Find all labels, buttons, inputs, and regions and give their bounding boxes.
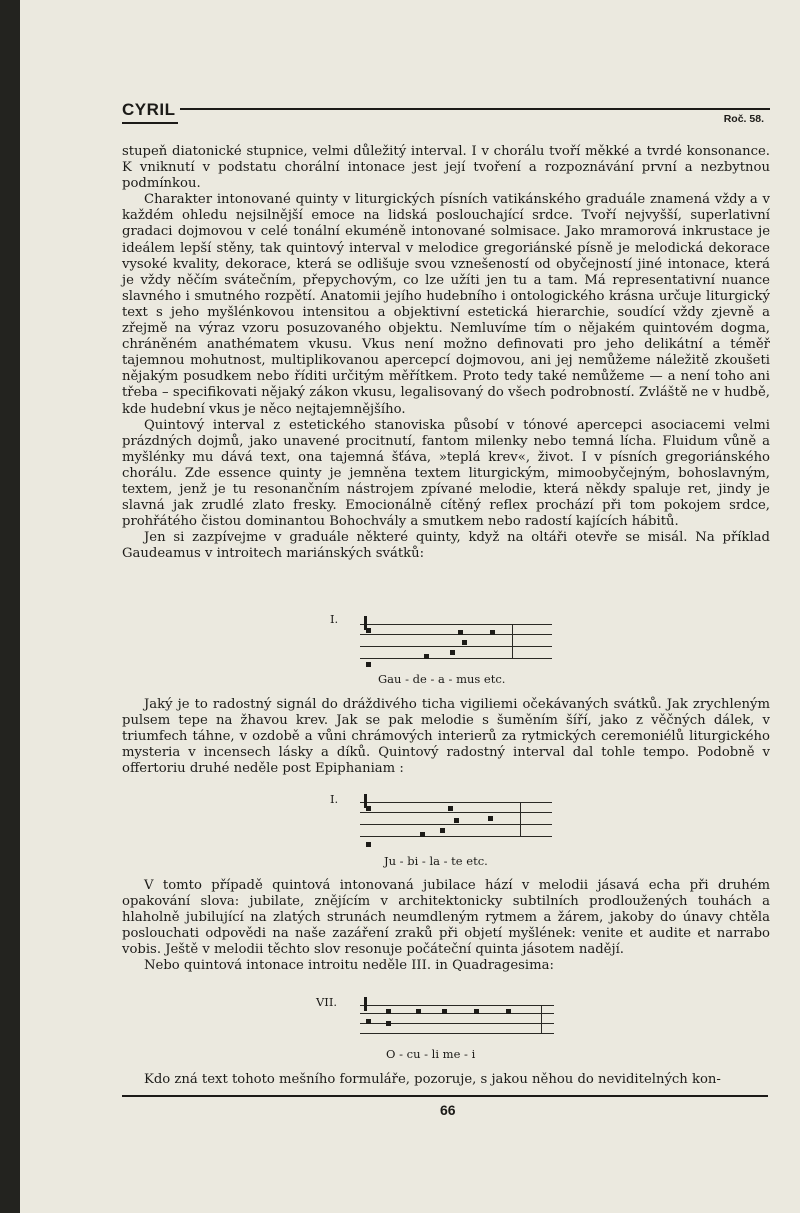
issue-number: Roč. 58.: [723, 113, 764, 125]
music-example-1: [330, 610, 560, 690]
text-block-3: [122, 878, 770, 975]
scan-left-edge: [0, 0, 20, 1213]
title-underline: [122, 122, 178, 124]
lyrics: O - cu - li me - i: [386, 1047, 476, 1061]
text-block-2: [122, 697, 770, 777]
paragraph: Nebo quintová intonace introitu neděle III. in Quadragesima:: [144, 958, 554, 974]
lyrics: Ju - bi - la - te etc.: [384, 854, 488, 868]
example-label: I.: [330, 612, 339, 626]
paragraph: Kdo zná text tohoto mešního formuláře, pozoruje, s jakou něhou do neviditelných kon-: [144, 1072, 721, 1087]
footer-rule: [122, 1095, 768, 1097]
text-block-1: [122, 144, 770, 562]
lyrics: Gau - de - a - mus etc.: [378, 672, 506, 686]
running-header: [122, 100, 770, 130]
page-number: 66: [440, 1102, 456, 1118]
example-label: I.: [330, 792, 339, 806]
paragraph: Jen si zazpívejme v graduále některé quinty, když na oltáři otevře se misál. Na příklad Gaudeamus v introitech mariánských svátků:: [122, 530, 770, 562]
paragraph: stupeň diatonické stupnice, velmi důležitý interval. I v chorálu tvoří měkké a tvrdé konsonance. K vniknutí v podstatu chorální intonace jest její tvoření a rozpoznávání první a nezbytnou podmínkou.: [122, 144, 770, 192]
paragraph: V tomto případě quintová intonovaná jubilace hází v melodii jásavá echa při druhém opakování slova: jubilate, znějícím v architektonicky subtilních prodloužených touhách a hlaholně jubilující na zlatých strunách neumdleným rytmem a žárem, jakoby do únavy chtěla poslouchati odpovědi na naše zazáření zraků při objetí myšlének: venite et audite et narrabo vobis. Ještě v melodii těchto slov resonuje počáteční quinta jásotem nadějí.: [122, 878, 770, 958]
paragraph: Jaký je to radostný signál do dráždivého ticha vigiliemi očekávaných svátků. Jak zrychleným pulsem tepe na žhavou krev. Jak se pak melodie s šuměním šíří, jako z věčných dálek, v triumfech táhne, v ozdobě a vůni chrámových interierů za rytmických ceremoniélů liturgického mysteria v incensech lásky a díků. Quintový radostný interval dal tohle tempo. Podobně v offertoriu druhé neděle post Epiphaniam :: [122, 697, 770, 777]
music-example-2: [330, 792, 560, 872]
paragraph: Charakter intonované quinty v liturgických písních vatikánského graduále znamená vždy a v každém ohledu nejsilnější emoce na lidská poslouchající srdce. Tvoří nejvyšší, superlativní gradaci dojmovou v celé tonální ekuméně intonované solmisace. Jako mramorová inkrustace je ideálem lepší stěny, tak quintový interval v melodice gregoriánské písně je melodická dekorace vysoké kvality, dekorace, která se odlišuje svou vznešeností od obyčejností jiné intonace, která je vždy něčím svátečním, přepychovým, co lze užíti jen tu a tam. Má representativní nuance slavného i smutného rozpětí. Anatomii jejího hudebního i ontologického krásna určuje liturgický text s jeho myšlénkovou intensitou a objektivní estetická hierarchie, soudící vždy zjevně a zřejmě na výraz vzoru posuzovaného objektu. Nemluvíme tím o nějakém quintovém dogma, chráněném anathématem vkusu. Vkus není možno definovati pro jeho delikátní a téměř tajemnou mohutnost, multiplikovanou apercepcí dojmovou, ani jej nemůžeme náležitě zkoušeti nějakým posudkem nebo říditi určitým měřítkem. Proto tedy také nemůžeme — a není toho ani třeba – specifikovati nějaký zákon vkusu, legalisovaný do všech podrobností. Zvláště ne v hudbě, kde hudební vkus je něco nejtajemnějšího.: [122, 192, 770, 417]
example-label: VII.: [316, 995, 338, 1009]
paragraph: Quintový interval z estetického stanoviska působí v tónové apercepci asociacemi velmi prázdných dojmů, jako unavené procitnutí, fantom milenky nebo temná lícha. Fluidum vůně a myšlénky mu dává text, ona tajemná šťáva, »teplá krev«, život. I v písních gregoriánského chorálu. Zde essence quinty je jemněna textem liturgickým, mimoobyčejným, bohoslavným, textem, jenž je tu resonančním nástrojem zpívané melodie, která někdy spaluje ret, jindy je slavná jak zrudlé zlato fresky. Emocionálně cítěný reflex prochází při tom pokojem srdce, prohřátého čistou dominantou Bohochvály a smutkem nebo radostí kajících hábitů.: [122, 417, 770, 530]
journal-title: CYRIL: [122, 100, 176, 119]
header-rule: [180, 108, 770, 110]
text-block-4: [122, 1072, 770, 1088]
music-example-3: [316, 995, 566, 1065]
